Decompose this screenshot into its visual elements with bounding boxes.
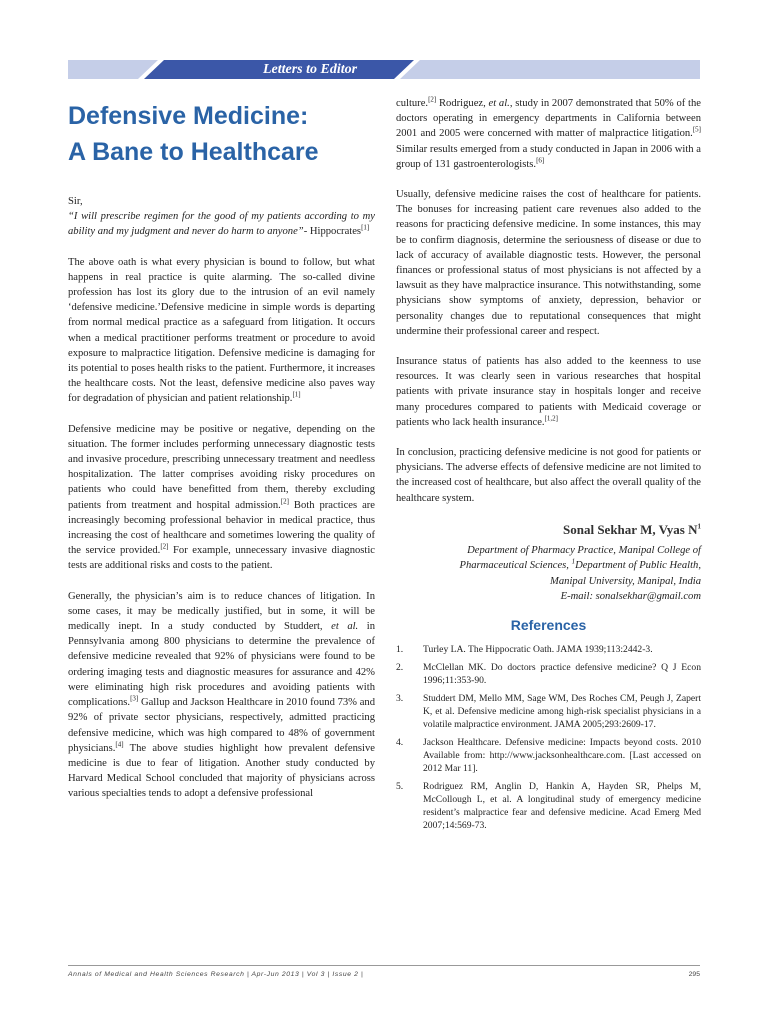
affiliation-text: Pharmaceutical Sciences, bbox=[459, 560, 572, 572]
reference-number: 1. bbox=[396, 644, 404, 656]
paragraph-text: Generally, the physician’s aim is to reduce chances of litigation. In some cases, it may be medically justified, but in some, it will be medically inept. In a study conducted by Studdert, bbox=[68, 590, 375, 633]
paragraph-text: Both practices are increasingly becoming professional behavior in medical practice, thus increasing the cost of healthcare and sometimes lowering the quality of the service provided. bbox=[68, 499, 375, 557]
author-email: E-mail: sonalsekhar@gmail.com bbox=[560, 590, 701, 602]
left-column bbox=[68, 194, 375, 817]
paragraph-text: Similar results emerged from a study conducted in Japan in 2006 with a group of 131 gastroenterologists. bbox=[396, 143, 701, 170]
reference-number: 3. bbox=[396, 693, 404, 705]
right-column bbox=[396, 96, 701, 837]
epigraph bbox=[68, 209, 375, 239]
page-number: 295 bbox=[688, 971, 700, 978]
citation: [3] bbox=[130, 694, 139, 703]
reference-text: Jackson Healthcare. Defensive medicine: Impacts beyond costs. 2010 Available from: http://www.jacksonhealthcare.com. [Last accessed on 2012 Mar 11]. bbox=[423, 737, 701, 775]
reference-number: 4. bbox=[396, 737, 404, 749]
paragraph-5 bbox=[396, 354, 701, 430]
citation: [4] bbox=[115, 740, 124, 749]
section-label: Letters to Editor bbox=[262, 62, 358, 77]
et-al: et al. bbox=[331, 621, 359, 633]
citation: [2] bbox=[428, 95, 437, 104]
paragraph-2 bbox=[68, 422, 375, 574]
paragraph-text: culture. bbox=[396, 98, 429, 109]
paragraph-6: In conclusion, practicing defensive medicine is not good for patients or physicians. The adverse effects of defensive medicine are not limited to the increased cost of healthcare, but also affect the overall quality of the healthcare system. bbox=[396, 447, 701, 504]
paragraph-text: The above studies highlight how prevalent defensive medicine is due to fear of litigation. Another study conducted by Harvard Medical School concluded that majority of physicians across various specialties tends to adopt a defensive professional bbox=[68, 742, 375, 800]
citation: [1] bbox=[292, 390, 301, 399]
paragraph-text: Insurance status of patients has also added to the keenness to use resources. It was clearly seen in various researches that hospital patients with private insurance stay in hospitals longer and receive many procedures compared to patients with Medicaid coverage or patients who lack health insurance. bbox=[396, 356, 701, 428]
epigraph-attribution: - Hippocrates bbox=[303, 226, 362, 238]
paragraph-text: , study in 2007 demonstrated that 50% of the doctors operating in emergency departments in California between 2001 and 2005 were concerned with matter of malpractice litigation. bbox=[396, 98, 701, 140]
et-al: et al. bbox=[488, 98, 510, 109]
paragraph-text: Defensive medicine may be positive or negative, depending on the situation. The former includes performing unnecessary diagnostic tests and invasive procedure, prescribing unnecessary treatment and needless hospitalization. The latter comprises avoiding risky procedures on patients who could have benefitted from them, thereby excluding patients from treatment and hospital admission. bbox=[68, 423, 375, 511]
reference-number: 5. bbox=[396, 781, 404, 793]
paragraph-3-continued bbox=[396, 96, 701, 172]
paragraph-4: Usually, defensive medicine raises the cost of healthcare for patients. The bonuses for increasing patient care revenues also added to the reasons for practicing defensive medicine. In some instances, this may be to confirm diagnosis, determine the seriousness of disease or due to lack of accuracy of available diagnostic tests. However, the personal finances or professional status of most physicians is not affected by a lawsuit as they have malpractice insurance. This notwithstanding, some physicians show symptoms of anxiety, depression, behavior or personality changes due to reputational consequences that might undermine their professional career and respect. bbox=[396, 189, 701, 337]
reference-item bbox=[396, 661, 701, 687]
affiliation-line-3: Manipal University, Manipal, India bbox=[550, 575, 701, 587]
reference-text: Turley LA. The Hippocratic Oath. JAMA 1939;113:2442-3. bbox=[423, 644, 653, 656]
epigraph-quote: “I will prescribe regimen for the good of my patients according to my ability and my judgment and never do harm to anyone” bbox=[68, 211, 375, 238]
reference-item bbox=[396, 780, 701, 832]
references-list bbox=[396, 643, 701, 832]
references-heading: References bbox=[510, 617, 587, 634]
reference-item bbox=[396, 643, 701, 656]
paragraph-3 bbox=[68, 589, 375, 802]
section-banner bbox=[68, 60, 700, 79]
reference-item bbox=[396, 736, 701, 775]
paragraph-text: in Pennsylvania among 800 physicians to determine the prevalence of defensive medicine revealed that 92% of physicians were found to be ordering imaging tests and diagnostic measures for assurance and 42% were eliminating high risk procedures and avoiding patients with complications. bbox=[68, 621, 376, 709]
citation: [2] bbox=[160, 542, 169, 551]
title-line-2: A Bane to Healthcare bbox=[68, 138, 319, 166]
footer-journal: Annals of Medical and Health Sciences Research | Apr-Jun 2013 | Vol 3 | Issue 2 | bbox=[68, 971, 364, 978]
affiliation bbox=[396, 543, 701, 604]
paragraph-1 bbox=[68, 255, 375, 407]
affiliation-text: Department of Public Health, bbox=[575, 560, 701, 572]
paragraph-text: For example, unnecessary invasive diagnostic tests are additional risks and costs to the patient. bbox=[68, 545, 375, 572]
reference-item bbox=[396, 692, 701, 731]
citation: [6] bbox=[536, 156, 545, 165]
author-superscript: 1 bbox=[697, 522, 701, 531]
salutation: Sir, bbox=[68, 196, 83, 207]
citation: [1,2] bbox=[544, 414, 558, 423]
reference-text: Rodriguez RM, Anglin D, Hankin A, Hayden SR, Phelps M, McCollough L, et al. A longitudinal study of emergency medicine resident’s malpractice fear and defensive medicine. Acad Emerg Med 2007;14:569-73. bbox=[423, 781, 701, 832]
affiliation-superscript: 1 bbox=[571, 557, 576, 566]
paragraph-text: The above oath is what every physician is bound to follow, but what happens in real practice is quite alarming. The so-called divine profession has lost its glory due to the intrusion of an evil namely ‘defensive medicine.’Defensive medicine in simple words is departing from normal medical practice as a safeguard from litigation. It occurs when a medical practitioner performs treatment or procedure to avoid exposure to malpractice litigation. Defensive medicine is damaging for its potential to poses health risks to the patient. Furthermore, it increases the healthcare costs. Not the least, defensive medicine also paves way for degradation of physician and patient relationship. bbox=[68, 256, 375, 405]
affiliation-line-2 bbox=[396, 558, 701, 573]
author-names bbox=[396, 522, 701, 537]
paragraph-text: Rodriguez, bbox=[436, 98, 489, 109]
footer-rule bbox=[68, 965, 700, 966]
article-title bbox=[68, 98, 388, 170]
citation: [2] bbox=[280, 497, 289, 506]
paragraph-text: Gallup and Jackson Healthcare in 2010 found 73% and 92% of private sector physicians, respectively, admitted practicing defensive medicine, which was high compared to 48% of government physicians. bbox=[68, 697, 375, 754]
reference-number: 2. bbox=[396, 662, 404, 674]
author-name-text: Sonal Sekhar M, Vyas N bbox=[563, 521, 698, 537]
title-line-1: Defensive Medicine: bbox=[68, 102, 309, 130]
reference-text: Studdert DM, Mello MM, Sage WM, Des Roches CM, Peugh J, Zapert K, et al. Defensive medicine among high-risk specialist physicians in a volatile malpractice environment. JAMA 2005;293:2609-17. bbox=[423, 693, 701, 731]
affiliation-line-1: Department of Pharmacy Practice, Manipal College of bbox=[467, 545, 701, 557]
citation: [5] bbox=[692, 125, 701, 134]
reference-text: McClellan MK. Do doctors practice defensive medicine? Q J Econ 1996;11:353-90. bbox=[423, 662, 701, 687]
citation: [1] bbox=[361, 223, 370, 232]
